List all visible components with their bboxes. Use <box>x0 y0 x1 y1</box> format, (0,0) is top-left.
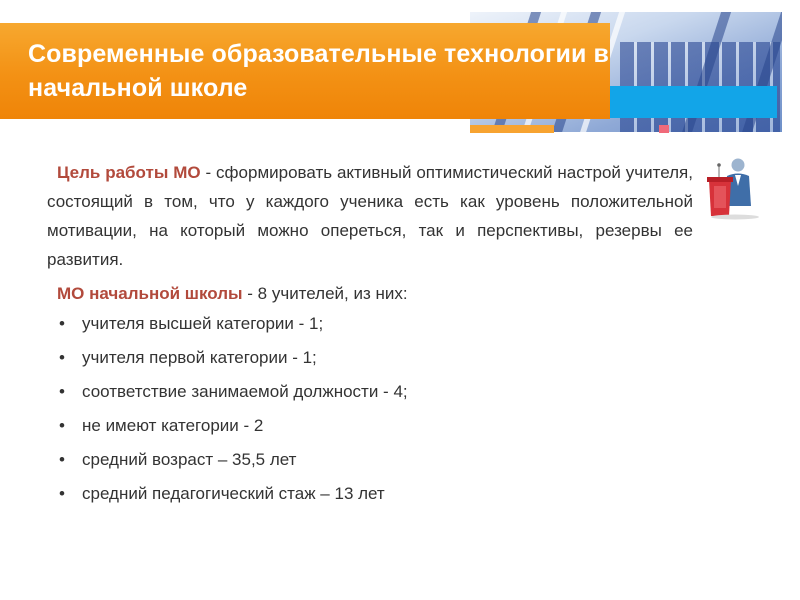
list-item: • учителя первой категории - 1; <box>59 348 317 367</box>
bullet: • <box>59 484 65 503</box>
mo-summary <box>47 279 693 308</box>
bullet: • <box>59 416 65 435</box>
bullet: • <box>59 382 65 401</box>
slide-body <box>47 158 693 516</box>
mo-label: МО начальной школы <box>57 284 243 303</box>
speaker-at-podium-icon <box>705 156 765 220</box>
bullet: • <box>59 450 65 469</box>
list-item: • учителя высшей категории - 1; <box>59 314 324 333</box>
list-item: • средний педагогический стаж – 13 лет <box>59 484 385 503</box>
goal-label: Цель работы МО <box>57 163 201 182</box>
teacher-stats-list <box>47 312 693 505</box>
decor-orange-bar <box>470 125 554 133</box>
goal-text: - сформировать активный оптимистический настрой учителя, состоящий в том, что у каждого ученика есть как уровень положительной мотивации, на который можно опереться, так и перспективы, резервы ее развития. <box>47 163 693 269</box>
bullet: • <box>59 314 65 333</box>
list-item: • соответствие занимаемой должности - 4; <box>59 382 408 401</box>
list-item: • не имеют категории - 2 <box>59 416 264 435</box>
slide-title: Современные образовательные технологии в начальной школе <box>28 40 610 102</box>
decor-pink-bar <box>659 125 669 133</box>
goal-paragraph <box>47 158 693 274</box>
bullet: • <box>59 348 65 367</box>
mo-text: - 8 учителей, из них: <box>242 284 408 303</box>
list-item: • средний возраст – 35,5 лет <box>59 450 297 469</box>
